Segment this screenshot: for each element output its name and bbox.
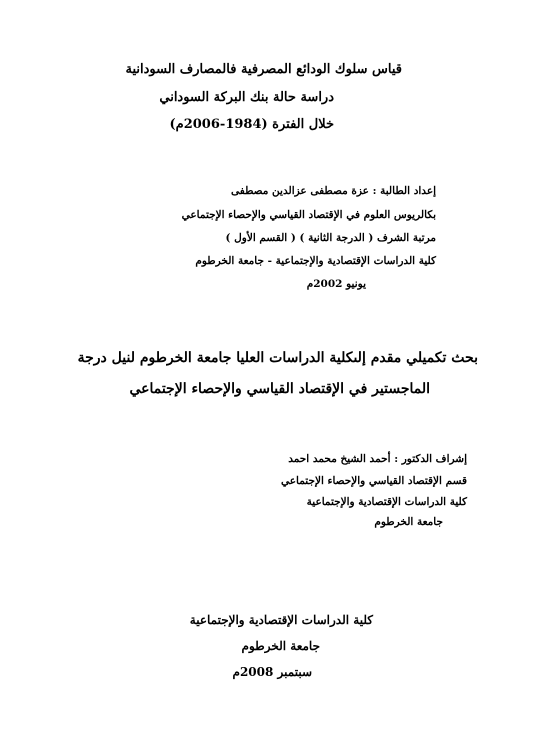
student-degree: بكالريوس العلوم في الإقتصاد القياسي والإحصاء الإجتماعي — [181, 209, 436, 221]
supervisor-faculty: كلية الدراسات الإقتصادية والإجتماعية — [306, 496, 467, 508]
student-honours: مرتبة الشرف ( الدرجة الثانية ) ( القسم الأول ) — [225, 232, 436, 244]
research-statement-line2: الماجستير في الإقتصاد القياسي والإحصاء الإجتماعي — [129, 381, 430, 397]
supervisor-university: جامعة الخرطوم — [374, 516, 443, 528]
footer-university: جامعة الخرطوم — [241, 639, 320, 653]
period-line: خلال الفترة (1984-2006م) — [169, 117, 334, 132]
footer-date: سبتمبر 2008م — [232, 665, 312, 679]
case-study-line: دراسة حالة بنك البركة السوداني — [159, 90, 334, 105]
student-name: إعداد الطالبة : عزة مصطفى عزالدين مصطفى — [231, 185, 436, 197]
supervisor-department: قسم الإقتصاد القياسي والإحصاء الإجتماعي — [281, 475, 467, 487]
thesis-title: قياس سلوك الودائع المصرفية فالمصارف السودانية — [125, 62, 402, 77]
research-statement-line1: بحث تكميلي مقدم إلىكلية الدراسات العليا جامعة الخرطوم لنيل درجة — [77, 350, 478, 366]
footer-faculty: كلية الدراسات الإقتصادية والإجتماعية — [189, 613, 373, 627]
student-faculty: كلية الدراسات الإقتصادية والإجتماعية - جامعة الخرطوم — [195, 255, 436, 267]
supervisor-name: إشراف الدكتور : أحمد الشيخ محمد احمد — [288, 453, 467, 465]
student-date: يونيو 2002م — [306, 278, 366, 290]
